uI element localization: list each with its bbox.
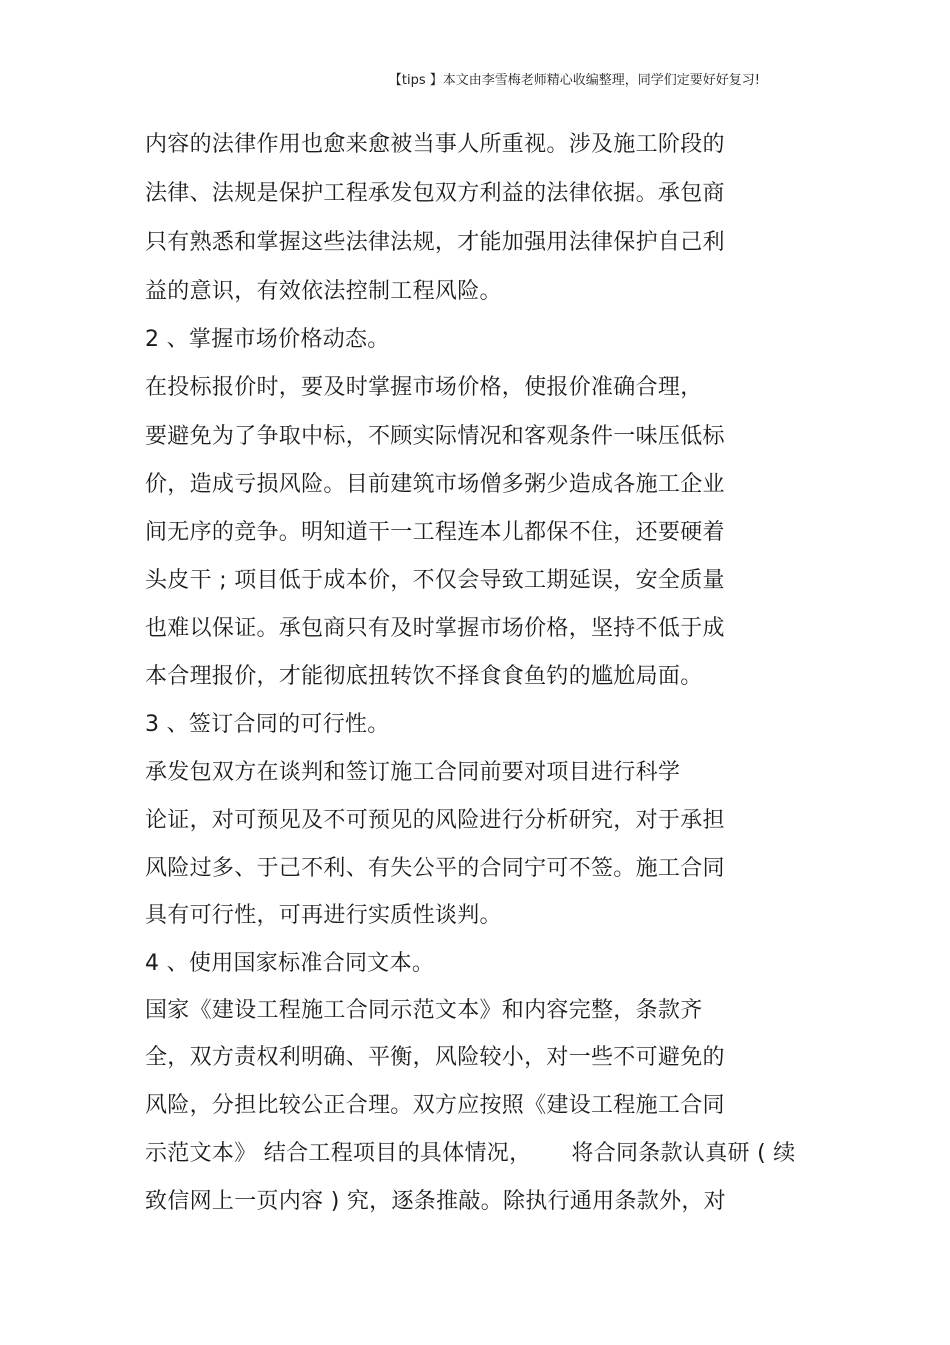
body-line: 具有可行性，可再进行实质性谈判。 [145, 903, 502, 928]
body-line: 也难以保证。承包商只有及时掌握市场价格，坚持不低于成 [145, 616, 725, 641]
body-line: 间无序的竞争。明知道干一工程连本儿都保不住，还要硬着 [145, 520, 725, 545]
section-heading: 4 、使用国家标准合同文本。 [145, 951, 435, 976]
body-line: 益的意识，有效依法控制工程风险。 [145, 279, 502, 304]
body-line: 价，造成亏损风险。目前建筑市场僧多粥少造成各施工企业 [145, 472, 725, 497]
body-line: 承发包双方在谈判和签订施工合同前要对项目进行科学 [145, 760, 681, 785]
body-line: 致信网上一页内容 ) 究，逐条推敲。除执行通用条款外，对 [145, 1189, 726, 1214]
body-line: 全，双方责权利明确、平衡，风险较小，对一些不可避免的 [145, 1045, 725, 1070]
section-heading: 3 、签订合同的可行性。 [145, 712, 390, 737]
body-line: 论证，对可预见及不可预见的风险进行分析研究，对于承担 [145, 808, 725, 833]
body-line: 内容的法律作用也愈来愈被当事人所重视。涉及施工阶段的 [145, 132, 725, 157]
body-line: 只有熟悉和掌握这些法律法规，才能加强用法律保护自己利 [145, 230, 725, 255]
body-line: 要避免为了争取中标，不顾实际情况和客观条件一味压低标 [145, 424, 725, 449]
body-line: 在投标报价时，要及时掌握市场价格，使报价准确合理， [145, 375, 703, 400]
body-line: 风险，分担比较公正合理。双方应按照《建设工程施工合同 [145, 1093, 725, 1118]
body-line-head: 示范文本》 结合工程项目的具体情况， [145, 1141, 532, 1166]
body-line: 风险过多、于己不利、有失公平的合同宁可不签。施工合同 [145, 856, 725, 881]
section-heading: 2 、掌握市场价格动态。 [145, 327, 390, 352]
body-line: 国家《建设工程施工合同示范文本》和内容完整，条款齐 [145, 998, 703, 1023]
body-line: 本合理报价，才能彻底扭转饮不择食食鱼钓的尴尬局面。 [145, 664, 703, 689]
body-line [145, 1139, 796, 1169]
body-line: 头皮干 ; 项目低于成本价，不仅会导致工期延误，安全质量 [145, 568, 725, 593]
body-line: 法律、法规是保护工程承发包双方利益的法律依据。承包商 [145, 181, 725, 206]
header-tip: 【tips 】本文由李雪梅老师精心收编整理，同学们定要好好复习! [388, 73, 760, 88]
body-line-tail: 将合同条款认真研 ( 续 [571, 1141, 796, 1166]
